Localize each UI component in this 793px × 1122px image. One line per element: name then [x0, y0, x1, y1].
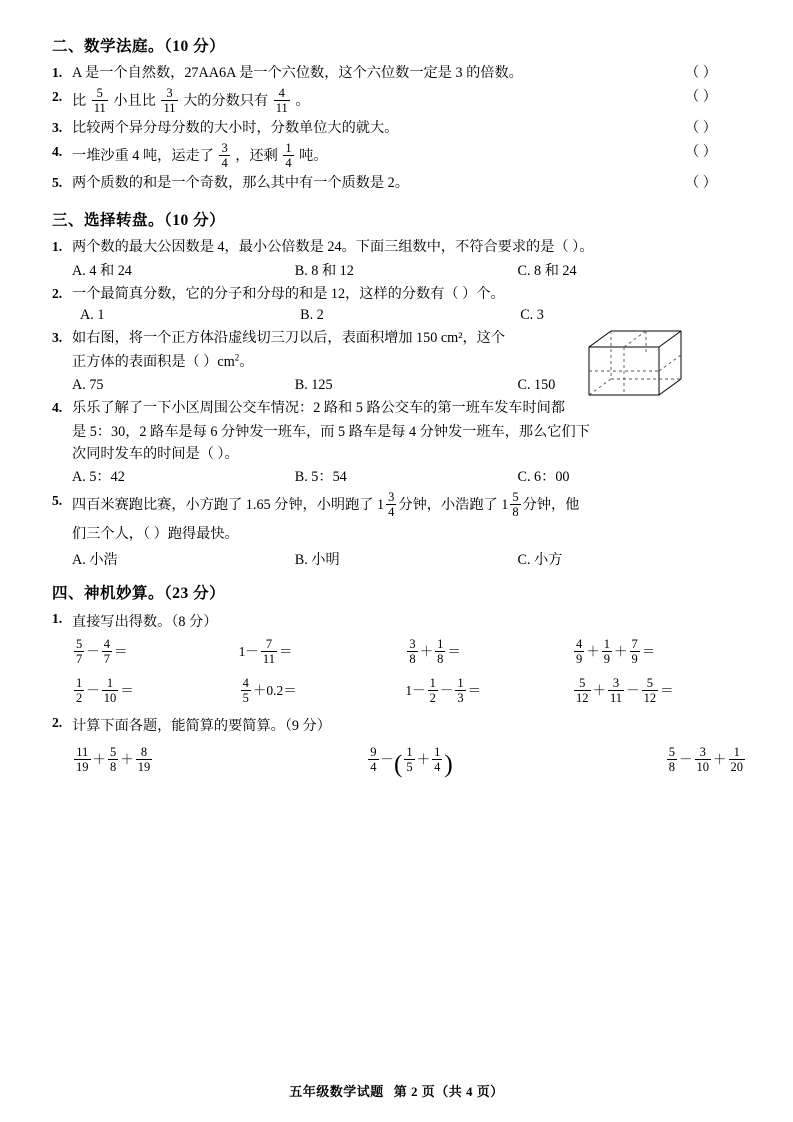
text-part: ，还剩 [235, 148, 278, 165]
left-paren: ( [394, 751, 403, 779]
numerator: 3 [166, 86, 173, 100]
footer-page-number: 第 2 页（共 4 页） [393, 1084, 504, 1099]
denominator: 19 [76, 760, 89, 774]
numerator: 5 [668, 745, 675, 759]
equals: ＝ [120, 683, 134, 699]
denominator: 12 [643, 691, 657, 705]
fraction [136, 745, 153, 774]
question-text: 计算下面各题，能简算的要简算。（9 分） [72, 718, 331, 734]
denominator: 4 [434, 760, 441, 774]
numerator: 3 [612, 676, 620, 690]
question-item [46, 141, 747, 170]
denominator: 9 [603, 652, 611, 666]
cube-icon [581, 325, 701, 403]
numerator: 5 [110, 745, 117, 759]
denominator: 8 [409, 652, 416, 666]
numerator: 1 [434, 745, 441, 759]
denominator: 11 [93, 101, 106, 115]
text-part: 正方体的表面积是（ ）cm [72, 354, 235, 370]
question-number: 1. [52, 611, 63, 626]
question-number: 1. [52, 239, 63, 254]
calc-item[interactable] [72, 676, 239, 705]
calc-item[interactable] [72, 637, 239, 666]
question-text: 一个最简真分数，它的分子和分母的和是 12，这样的分数有（ ）个。 [72, 286, 505, 302]
text-part: 分钟，小浩跑了 1 [398, 497, 509, 514]
numerator: 5 [96, 86, 103, 100]
text-part: 是 5：30，2 路车是每 6 分钟发一班车，而 5 路车是每 4 分钟发一班车，那么它们下 [72, 424, 590, 440]
text-part: 比 [72, 93, 87, 110]
equals: ＝ [283, 683, 297, 699]
numerator: 3 [221, 141, 228, 155]
choice-a[interactable]: A. 小浩 [72, 552, 118, 568]
denominator: 8 [437, 652, 444, 666]
numerator: 7 [631, 637, 638, 651]
question-number: 3. [52, 330, 63, 345]
operator: ＋ [416, 752, 431, 768]
equals: ＝ [641, 644, 656, 660]
fraction [407, 637, 417, 666]
text-part: 。 [239, 354, 254, 370]
numerator: 1 [603, 637, 611, 651]
fraction [510, 490, 520, 519]
operator: ＋ [252, 683, 267, 699]
fraction [695, 745, 712, 774]
question-item [46, 490, 747, 519]
question-text: 比较两个异分母分数的大小时，分数单位大的就大。 [72, 120, 399, 136]
section-title-4 [52, 581, 747, 603]
section-title-2 [52, 34, 747, 56]
fraction [161, 86, 177, 115]
calc-item[interactable] [366, 745, 453, 779]
denominator: 11 [275, 101, 288, 115]
denominator: 9 [576, 652, 583, 666]
question-text: 两个质数的和是一个奇数，那么其中有一个质数是 2。 [72, 175, 409, 191]
question-text: 两个数的最大公因数是 4，最小公倍数是 24。下面三组数中，不符合要求的是（ ）。 [72, 239, 594, 255]
denominator: 10 [103, 691, 117, 705]
denominator: 8 [110, 760, 117, 774]
text-part: 1－ [238, 644, 259, 660]
fraction [630, 637, 640, 666]
operator: － [86, 683, 100, 699]
fraction [219, 141, 229, 170]
choice-b[interactable]: B. 5：54 [294, 469, 347, 485]
choice-row [46, 307, 747, 324]
fraction [261, 637, 277, 666]
question-item [46, 397, 747, 419]
fraction [404, 745, 414, 774]
section-title-3 [52, 208, 747, 230]
choice-row [46, 549, 747, 569]
answer-blank[interactable]: （ ） [685, 89, 717, 105]
numerator: 5 [512, 490, 519, 504]
numerator: 8 [140, 745, 148, 759]
denominator: 8 [668, 760, 675, 774]
choice-b[interactable]: B. 8 和 12 [294, 263, 354, 279]
denominator: 4 [221, 156, 228, 170]
answer-blank[interactable]: （ ） [685, 144, 717, 160]
choice-c[interactable]: C. 150 [517, 377, 556, 393]
page-footer [0, 1081, 793, 1100]
text-part: 一堆沙重 4 吨，运走了 [72, 148, 214, 165]
choice-a[interactable]: A. 75 [72, 377, 104, 393]
numerator: 1 [106, 676, 114, 690]
section-4-label: 四、神机妙算。 [52, 585, 165, 602]
numerator: 3 [388, 490, 395, 504]
operator: ＋ [713, 752, 727, 768]
question-number: 5. [52, 175, 63, 190]
superscript: 2 [234, 352, 240, 363]
calc-item[interactable] [72, 745, 154, 775]
choice-c[interactable]: C. 6：00 [517, 469, 570, 485]
denominator: 4 [285, 156, 292, 170]
numerator: 3 [699, 745, 706, 759]
numerator: 4 [103, 637, 110, 651]
question-number: 4. [52, 144, 63, 159]
denominator: 10 [696, 760, 709, 774]
question-text-cont [46, 523, 747, 545]
fraction [274, 86, 290, 115]
text-part: 们三个人，（ ）跑得最快。 [72, 526, 239, 542]
denominator: 5 [406, 760, 413, 774]
numerator: 5 [646, 676, 653, 690]
fraction [574, 637, 584, 666]
operator: ＋ [120, 752, 134, 768]
numerator: 1 [406, 745, 413, 759]
answer-blank[interactable]: （ ） [685, 120, 717, 136]
denominator: 12 [576, 691, 589, 705]
fraction [386, 490, 396, 519]
question-text [72, 490, 580, 519]
fraction [241, 676, 251, 705]
choice-b[interactable]: B. 小明 [294, 552, 340, 568]
fraction [642, 676, 659, 705]
question-text: 乐乐了解了一下小区周围公交车情况：2 路和 5 路公交车的第一班车发车时间都 [72, 400, 566, 416]
numerator: 4 [278, 86, 285, 100]
calc-item[interactable] [572, 637, 747, 666]
section-3-label: 三、选择转盘。 [52, 212, 165, 229]
section-3-points: （10 分） [164, 212, 226, 229]
numerator: 3 [409, 637, 416, 651]
fraction [602, 637, 612, 666]
fraction [368, 745, 378, 774]
denominator: 3 [457, 691, 464, 705]
choice-c[interactable]: C. 8 和 24 [517, 263, 577, 279]
operator: ＋ [92, 752, 106, 768]
numerator: 7 [265, 637, 273, 651]
question-number: 4. [52, 400, 63, 415]
numerator: 11 [76, 745, 89, 759]
numerator: 1 [285, 141, 292, 155]
section-2-points: （10 分） [164, 38, 226, 55]
question-number: 2. [52, 286, 63, 301]
question-item [46, 62, 747, 84]
calc-item[interactable] [239, 676, 406, 705]
equals: ＝ [447, 644, 461, 660]
question-item [46, 117, 747, 139]
text-part: 分钟，他 [522, 497, 580, 514]
denominator: 4 [370, 760, 377, 774]
denominator: 2 [429, 691, 436, 705]
choice-row [46, 466, 747, 486]
fraction [432, 745, 442, 774]
fraction [428, 676, 438, 705]
question-text: A 是一个自然数，27AA6A 是一个六位数，这个六位数一定是 3 的倍数。 [72, 65, 523, 81]
text-part: 吨。 [299, 148, 328, 165]
numerator: 1 [76, 676, 83, 690]
numerator: 1 [457, 676, 464, 690]
calc-item[interactable] [572, 676, 747, 705]
question-number: 2. [52, 715, 63, 730]
fraction [283, 141, 293, 170]
text-part: 1－ [405, 683, 426, 699]
question-number: 5. [52, 493, 63, 508]
choice-c[interactable]: C. 3 [520, 307, 544, 323]
question-text [72, 86, 677, 115]
fraction [102, 676, 119, 705]
choice-row [46, 260, 747, 280]
fraction [102, 637, 112, 666]
numerator: 4 [576, 637, 583, 651]
question-item [46, 86, 747, 115]
denominator: 2 [76, 691, 83, 705]
choice-a[interactable]: A. 1 [80, 307, 105, 323]
numerator: 1 [437, 637, 444, 651]
numerator: 5 [579, 676, 586, 690]
sub-question [46, 611, 747, 631]
footer-subject: 五年级数学试题 [289, 1084, 384, 1099]
denominator: 9 [631, 652, 638, 666]
cube-figure [581, 325, 701, 403]
denominator: 11 [163, 101, 176, 115]
denominator: 7 [103, 652, 110, 666]
fraction [74, 676, 84, 705]
question-item [46, 283, 747, 305]
operator: － [439, 683, 454, 699]
denominator: 5 [242, 691, 249, 705]
fraction [435, 637, 445, 666]
denominator: 11 [262, 652, 275, 666]
fraction [729, 745, 746, 774]
question-text-cont [46, 421, 747, 443]
fraction [108, 745, 118, 774]
operator: － [626, 683, 640, 699]
text-part: 。 [295, 93, 310, 110]
text-part: 四百米赛跑比赛，小方跑了 1.65 分钟，小明跑了 1 [72, 497, 385, 514]
calc-item[interactable] [239, 637, 406, 666]
question-text: 如右图，将一个正方体沿虚线切三刀以后，表面积增加 150 cm²，这个 [72, 330, 506, 346]
denominator: 8 [512, 505, 519, 519]
operator: ＋ [586, 644, 600, 660]
question-item [46, 236, 747, 258]
choice-a[interactable]: A. 4 和 24 [72, 263, 132, 279]
text-part: 小且比 [113, 93, 156, 110]
question-text: 直接写出得数。（8 分） [72, 614, 218, 630]
numerator: 1 [733, 745, 740, 759]
fraction [667, 745, 677, 774]
operator: ＋ [592, 683, 607, 699]
text-part: 大的分数只有 [183, 93, 269, 110]
text-part: 次同时发车的时间是（ ）。 [72, 446, 239, 462]
equals: ＝ [660, 683, 674, 699]
calc-row-3 [46, 745, 747, 779]
question-text-cont [46, 443, 747, 465]
fraction [74, 637, 84, 666]
choice-c[interactable]: C. 小方 [517, 552, 563, 568]
number: 0.2 [266, 683, 284, 699]
question-number: 3. [52, 120, 63, 135]
equals: ＝ [278, 644, 293, 660]
question-text [72, 141, 677, 170]
denominator: 11 [610, 691, 623, 705]
numerator: 4 [242, 676, 249, 690]
question-number: 1. [52, 65, 63, 80]
fraction [574, 676, 591, 705]
equals: ＝ [114, 644, 128, 660]
choice-a[interactable]: A. 5：42 [72, 469, 125, 485]
fraction [608, 676, 624, 705]
fraction [455, 676, 465, 705]
fraction [74, 745, 91, 774]
section-4-points: （23 分） [164, 585, 226, 602]
right-paren: ) [444, 751, 453, 779]
answer-blank[interactable]: （ ） [685, 65, 717, 81]
calc-item[interactable] [665, 745, 747, 775]
operator: ＋ [419, 644, 434, 660]
choice-b[interactable]: B. 125 [294, 377, 333, 393]
numerator: 5 [76, 637, 83, 651]
calc-row-2 [46, 676, 747, 705]
denominator: 19 [137, 760, 151, 774]
calc-item[interactable] [405, 637, 572, 666]
calc-item[interactable] [405, 676, 572, 705]
answer-blank[interactable]: （ ） [685, 175, 717, 191]
operator: － [86, 644, 100, 660]
operator: ＋ [614, 644, 628, 660]
fraction [92, 86, 108, 115]
denominator: 4 [388, 505, 395, 519]
sub-question [46, 715, 747, 735]
denominator: 20 [730, 760, 743, 774]
question-number: 2. [52, 89, 63, 104]
operator: － [380, 752, 395, 768]
numerator: 9 [370, 745, 377, 759]
section-2-label: 二、数学法庭。 [52, 38, 165, 55]
calc-row-1 [46, 637, 747, 666]
equals: ＝ [467, 683, 482, 699]
denominator: 7 [76, 652, 83, 666]
numerator: 1 [429, 676, 436, 690]
operator: － [679, 752, 693, 768]
choice-b[interactable]: B. 2 [300, 307, 324, 323]
question-item [46, 172, 747, 194]
